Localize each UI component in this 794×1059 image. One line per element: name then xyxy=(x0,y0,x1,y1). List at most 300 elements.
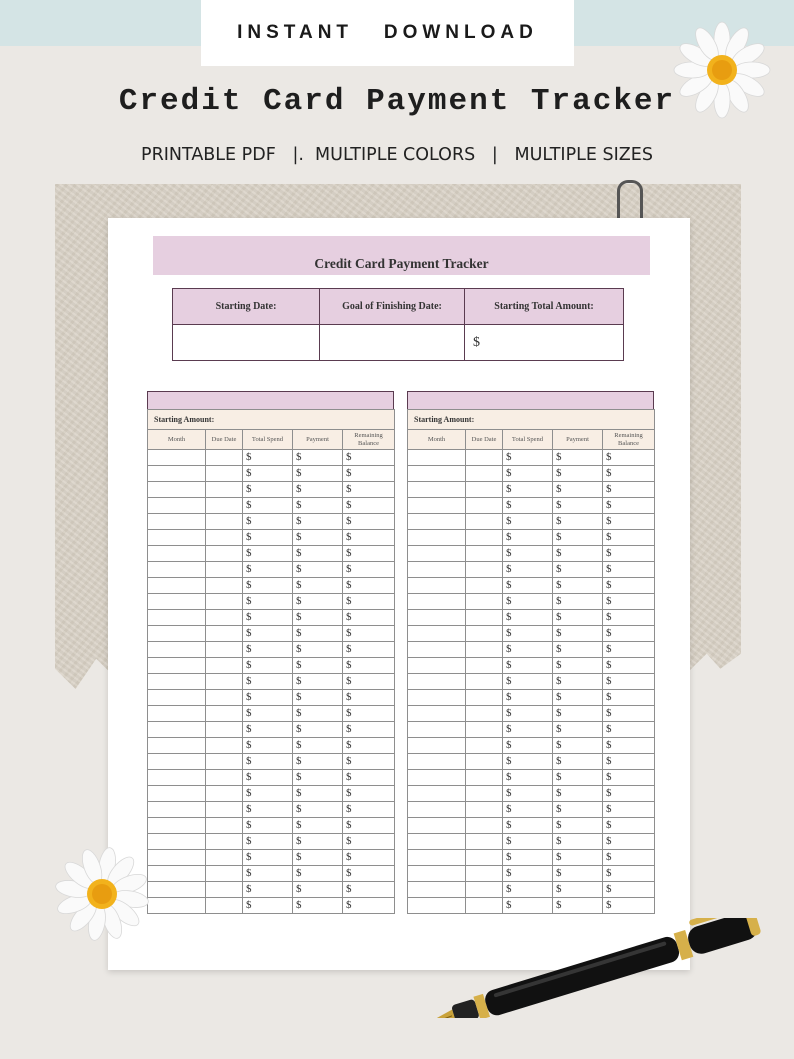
payment-cell[interactable]: $ xyxy=(553,658,603,674)
due-date-cell[interactable] xyxy=(206,514,243,530)
remaining-balance-cell[interactable]: $ xyxy=(343,850,395,866)
total-spend-cell[interactable]: $ xyxy=(503,482,553,498)
due-date-cell[interactable] xyxy=(466,466,503,482)
payment-cell[interactable]: $ xyxy=(293,738,343,754)
due-date-cell[interactable] xyxy=(466,802,503,818)
total-spend-cell[interactable]: $ xyxy=(503,786,553,802)
remaining-balance-cell[interactable]: $ xyxy=(603,498,655,514)
month-cell[interactable] xyxy=(148,722,206,738)
due-date-cell[interactable] xyxy=(206,562,243,578)
total-spend-cell[interactable]: $ xyxy=(243,658,293,674)
due-date-cell[interactable] xyxy=(466,706,503,722)
month-cell[interactable] xyxy=(148,466,206,482)
due-date-cell[interactable] xyxy=(466,546,503,562)
total-spend-cell[interactable]: $ xyxy=(243,834,293,850)
payment-cell[interactable]: $ xyxy=(553,530,603,546)
remaining-balance-cell[interactable]: $ xyxy=(343,594,395,610)
month-cell[interactable] xyxy=(148,482,206,498)
payment-cell[interactable]: $ xyxy=(293,546,343,562)
total-spend-cell[interactable]: $ xyxy=(503,450,553,466)
total-spend-cell[interactable]: $ xyxy=(503,866,553,882)
payment-cell[interactable]: $ xyxy=(553,850,603,866)
total-spend-cell[interactable]: $ xyxy=(243,866,293,882)
month-cell[interactable] xyxy=(148,562,206,578)
remaining-balance-cell[interactable]: $ xyxy=(603,866,655,882)
due-date-cell[interactable] xyxy=(206,754,243,770)
total-spend-cell[interactable]: $ xyxy=(503,658,553,674)
due-date-cell[interactable] xyxy=(206,722,243,738)
due-date-cell[interactable] xyxy=(466,514,503,530)
total-spend-cell[interactable]: $ xyxy=(503,594,553,610)
due-date-cell[interactable] xyxy=(206,818,243,834)
remaining-balance-cell[interactable]: $ xyxy=(343,898,395,914)
total-spend-cell[interactable]: $ xyxy=(243,706,293,722)
due-date-cell[interactable] xyxy=(466,562,503,578)
payment-cell[interactable]: $ xyxy=(293,658,343,674)
due-date-cell[interactable] xyxy=(206,738,243,754)
remaining-balance-cell[interactable]: $ xyxy=(603,674,655,690)
total-spend-cell[interactable]: $ xyxy=(503,514,553,530)
starting-date-field[interactable] xyxy=(173,325,320,361)
payment-cell[interactable]: $ xyxy=(293,722,343,738)
month-cell[interactable] xyxy=(408,850,466,866)
total-spend-cell[interactable]: $ xyxy=(243,514,293,530)
total-spend-cell[interactable]: $ xyxy=(243,450,293,466)
remaining-balance-cell[interactable]: $ xyxy=(603,466,655,482)
payment-cell[interactable]: $ xyxy=(553,466,603,482)
month-cell[interactable] xyxy=(148,498,206,514)
remaining-balance-cell[interactable]: $ xyxy=(343,562,395,578)
payment-cell[interactable]: $ xyxy=(293,690,343,706)
remaining-balance-cell[interactable]: $ xyxy=(603,898,655,914)
remaining-balance-cell[interactable]: $ xyxy=(603,482,655,498)
month-cell[interactable] xyxy=(408,674,466,690)
remaining-balance-cell[interactable]: $ xyxy=(603,786,655,802)
remaining-balance-cell[interactable]: $ xyxy=(603,626,655,642)
due-date-cell[interactable] xyxy=(466,690,503,706)
payment-cell[interactable]: $ xyxy=(293,450,343,466)
remaining-balance-cell[interactable]: $ xyxy=(343,642,395,658)
month-cell[interactable] xyxy=(148,706,206,722)
payment-cell[interactable]: $ xyxy=(553,450,603,466)
due-date-cell[interactable] xyxy=(206,626,243,642)
due-date-cell[interactable] xyxy=(466,786,503,802)
payment-cell[interactable]: $ xyxy=(293,802,343,818)
month-cell[interactable] xyxy=(408,690,466,706)
total-spend-cell[interactable]: $ xyxy=(243,738,293,754)
due-date-cell[interactable] xyxy=(206,578,243,594)
total-spend-cell[interactable]: $ xyxy=(503,850,553,866)
payment-cell[interactable]: $ xyxy=(553,546,603,562)
month-cell[interactable] xyxy=(408,482,466,498)
total-spend-cell[interactable]: $ xyxy=(503,722,553,738)
remaining-balance-cell[interactable]: $ xyxy=(343,786,395,802)
total-spend-cell[interactable]: $ xyxy=(503,802,553,818)
month-cell[interactable] xyxy=(408,450,466,466)
total-spend-cell[interactable]: $ xyxy=(503,706,553,722)
total-spend-cell[interactable]: $ xyxy=(503,642,553,658)
total-spend-cell[interactable]: $ xyxy=(503,626,553,642)
payment-cell[interactable]: $ xyxy=(553,898,603,914)
remaining-balance-cell[interactable]: $ xyxy=(603,770,655,786)
month-cell[interactable] xyxy=(148,450,206,466)
total-spend-cell[interactable]: $ xyxy=(243,642,293,658)
payment-cell[interactable]: $ xyxy=(553,626,603,642)
table-row xyxy=(408,882,655,898)
due-date-cell[interactable] xyxy=(206,898,243,914)
payment-cell[interactable]: $ xyxy=(553,594,603,610)
total-spend-cell[interactable]: $ xyxy=(243,690,293,706)
payment-cell[interactable]: $ xyxy=(553,514,603,530)
table-row xyxy=(408,450,655,466)
total-spend-cell[interactable]: $ xyxy=(503,770,553,786)
due-date-cell[interactable] xyxy=(206,882,243,898)
due-date-cell[interactable] xyxy=(466,882,503,898)
month-cell[interactable] xyxy=(408,610,466,626)
remaining-balance-cell[interactable]: $ xyxy=(343,498,395,514)
remaining-balance-cell[interactable]: $ xyxy=(343,738,395,754)
payment-cell[interactable]: $ xyxy=(553,802,603,818)
remaining-balance-cell[interactable]: $ xyxy=(343,706,395,722)
due-date-cell[interactable] xyxy=(206,594,243,610)
total-spend-cell[interactable]: $ xyxy=(503,882,553,898)
month-cell[interactable] xyxy=(408,754,466,770)
month-cell[interactable] xyxy=(408,498,466,514)
payment-cell[interactable]: $ xyxy=(553,754,603,770)
total-spend-cell[interactable]: $ xyxy=(503,466,553,482)
month-cell[interactable] xyxy=(148,578,206,594)
payment-cell[interactable]: $ xyxy=(293,706,343,722)
remaining-balance-cell[interactable]: $ xyxy=(603,546,655,562)
remaining-balance-cell[interactable]: $ xyxy=(343,866,395,882)
due-date-cell[interactable] xyxy=(206,770,243,786)
due-date-cell[interactable] xyxy=(206,674,243,690)
total-spend-cell[interactable]: $ xyxy=(243,466,293,482)
month-cell[interactable] xyxy=(148,626,206,642)
remaining-balance-cell[interactable]: $ xyxy=(603,802,655,818)
total-spend-cell[interactable]: $ xyxy=(243,482,293,498)
payment-cell[interactable]: $ xyxy=(293,882,343,898)
month-cell[interactable] xyxy=(148,642,206,658)
due-date-cell[interactable] xyxy=(206,658,243,674)
due-date-cell[interactable] xyxy=(206,834,243,850)
remaining-balance-cell[interactable]: $ xyxy=(343,546,395,562)
due-date-cell[interactable] xyxy=(206,466,243,482)
due-date-cell[interactable] xyxy=(206,546,243,562)
payment-cell[interactable]: $ xyxy=(553,690,603,706)
remaining-balance-cell[interactable]: $ xyxy=(603,754,655,770)
payment-cell[interactable]: $ xyxy=(293,530,343,546)
due-date-cell[interactable] xyxy=(466,530,503,546)
starting-total-field[interactable]: $ xyxy=(465,325,624,361)
due-date-cell[interactable] xyxy=(466,610,503,626)
payment-cell[interactable]: $ xyxy=(293,674,343,690)
payment-cell[interactable]: $ xyxy=(553,722,603,738)
remaining-balance-cell[interactable]: $ xyxy=(343,834,395,850)
month-cell[interactable] xyxy=(148,690,206,706)
payment-cell[interactable]: $ xyxy=(293,562,343,578)
month-cell[interactable] xyxy=(408,642,466,658)
remaining-balance-cell[interactable]: $ xyxy=(343,450,395,466)
payment-cell[interactable]: $ xyxy=(293,754,343,770)
month-cell[interactable] xyxy=(148,834,206,850)
month-cell[interactable] xyxy=(408,834,466,850)
due-date-cell[interactable] xyxy=(466,594,503,610)
due-date-cell[interactable] xyxy=(206,706,243,722)
total-spend-cell[interactable]: $ xyxy=(503,898,553,914)
remaining-balance-cell[interactable]: $ xyxy=(343,530,395,546)
payment-cell[interactable]: $ xyxy=(293,482,343,498)
month-cell[interactable] xyxy=(408,706,466,722)
month-cell[interactable] xyxy=(408,594,466,610)
remaining-balance-cell[interactable]: $ xyxy=(603,690,655,706)
due-date-cell[interactable] xyxy=(466,482,503,498)
remaining-balance-cell[interactable]: $ xyxy=(603,562,655,578)
tracker-sheet xyxy=(108,218,690,970)
remaining-balance-cell[interactable]: $ xyxy=(343,658,395,674)
month-cell[interactable] xyxy=(148,530,206,546)
month-cell[interactable] xyxy=(408,530,466,546)
month-cell[interactable] xyxy=(408,562,466,578)
due-date-cell[interactable] xyxy=(206,482,243,498)
total-spend-cell[interactable]: $ xyxy=(503,690,553,706)
remaining-balance-cell[interactable]: $ xyxy=(603,722,655,738)
month-cell[interactable] xyxy=(408,866,466,882)
payment-cell[interactable]: $ xyxy=(553,562,603,578)
total-spend-cell[interactable]: $ xyxy=(503,610,553,626)
remaining-balance-cell[interactable]: $ xyxy=(343,722,395,738)
month-cell[interactable] xyxy=(408,738,466,754)
due-date-cell[interactable] xyxy=(466,658,503,674)
due-date-cell[interactable] xyxy=(466,642,503,658)
total-spend-cell[interactable]: $ xyxy=(243,594,293,610)
remaining-balance-cell[interactable]: $ xyxy=(603,514,655,530)
month-cell[interactable] xyxy=(408,898,466,914)
month-cell[interactable] xyxy=(148,514,206,530)
month-cell[interactable] xyxy=(408,514,466,530)
remaining-balance-cell[interactable]: $ xyxy=(343,514,395,530)
month-cell[interactable] xyxy=(148,674,206,690)
month-cell[interactable] xyxy=(148,898,206,914)
remaining-balance-cell[interactable]: $ xyxy=(343,754,395,770)
month-cell[interactable] xyxy=(408,546,466,562)
due-date-cell[interactable] xyxy=(206,450,243,466)
month-cell[interactable] xyxy=(148,546,206,562)
due-date-cell[interactable] xyxy=(206,786,243,802)
remaining-balance-cell[interactable]: $ xyxy=(343,578,395,594)
month-cell[interactable] xyxy=(408,626,466,642)
total-spend-cell[interactable]: $ xyxy=(503,578,553,594)
total-spend-cell[interactable]: $ xyxy=(243,546,293,562)
due-date-cell[interactable] xyxy=(206,642,243,658)
remaining-balance-cell[interactable]: $ xyxy=(343,674,395,690)
month-cell[interactable] xyxy=(148,594,206,610)
month-cell[interactable] xyxy=(408,770,466,786)
remaining-balance-cell[interactable]: $ xyxy=(343,690,395,706)
table-row xyxy=(148,834,395,850)
total-spend-cell[interactable]: $ xyxy=(503,674,553,690)
month-cell[interactable] xyxy=(408,658,466,674)
remaining-balance-cell[interactable]: $ xyxy=(603,738,655,754)
due-date-cell[interactable] xyxy=(466,738,503,754)
payment-cell[interactable]: $ xyxy=(553,738,603,754)
total-spend-cell[interactable]: $ xyxy=(243,786,293,802)
total-spend-cell[interactable]: $ xyxy=(243,850,293,866)
remaining-balance-cell[interactable]: $ xyxy=(603,610,655,626)
total-spend-cell[interactable]: $ xyxy=(503,546,553,562)
remaining-balance-cell[interactable]: $ xyxy=(603,594,655,610)
total-spend-cell[interactable]: $ xyxy=(243,626,293,642)
due-date-cell[interactable] xyxy=(466,770,503,786)
month-cell[interactable] xyxy=(148,770,206,786)
table-row xyxy=(148,738,395,754)
due-date-cell[interactable] xyxy=(206,498,243,514)
total-spend-cell[interactable]: $ xyxy=(243,674,293,690)
remaining-balance-cell[interactable]: $ xyxy=(603,642,655,658)
due-date-cell[interactable] xyxy=(466,754,503,770)
month-cell[interactable] xyxy=(408,786,466,802)
total-spend-cell[interactable]: $ xyxy=(243,610,293,626)
payment-cell[interactable]: $ xyxy=(553,482,603,498)
payment-cell[interactable]: $ xyxy=(553,642,603,658)
total-spend-cell[interactable]: $ xyxy=(243,498,293,514)
remaining-balance-cell[interactable]: $ xyxy=(603,850,655,866)
total-spend-cell[interactable]: $ xyxy=(243,578,293,594)
total-spend-cell[interactable]: $ xyxy=(243,802,293,818)
total-spend-cell[interactable]: $ xyxy=(243,754,293,770)
due-date-cell[interactable] xyxy=(466,626,503,642)
payment-cell[interactable]: $ xyxy=(293,850,343,866)
total-spend-cell[interactable]: $ xyxy=(503,754,553,770)
remaining-balance-cell[interactable]: $ xyxy=(343,818,395,834)
payment-cell[interactable]: $ xyxy=(293,642,343,658)
payment-cell[interactable]: $ xyxy=(293,834,343,850)
payment-cell[interactable]: $ xyxy=(553,674,603,690)
total-spend-cell[interactable]: $ xyxy=(243,530,293,546)
due-date-cell[interactable] xyxy=(206,802,243,818)
remaining-balance-cell[interactable]: $ xyxy=(603,834,655,850)
due-date-cell[interactable] xyxy=(206,690,243,706)
payment-cell[interactable]: $ xyxy=(293,898,343,914)
remaining-balance-cell[interactable]: $ xyxy=(603,450,655,466)
total-spend-cell[interactable]: $ xyxy=(503,498,553,514)
payment-cell[interactable]: $ xyxy=(293,786,343,802)
goal-date-field[interactable] xyxy=(320,325,465,361)
total-spend-cell[interactable]: $ xyxy=(503,818,553,834)
remaining-balance-cell[interactable]: $ xyxy=(603,530,655,546)
instant-download-banner: INSTANT DOWNLOAD xyxy=(201,0,574,66)
payment-cell[interactable]: $ xyxy=(293,610,343,626)
remaining-balance-cell[interactable]: $ xyxy=(343,802,395,818)
total-spend-cell[interactable]: $ xyxy=(243,898,293,914)
remaining-balance-cell[interactable]: $ xyxy=(603,818,655,834)
remaining-balance-cell[interactable]: $ xyxy=(603,578,655,594)
payment-cell[interactable]: $ xyxy=(553,866,603,882)
remaining-balance-cell[interactable]: $ xyxy=(603,658,655,674)
month-cell[interactable] xyxy=(408,818,466,834)
due-date-cell[interactable] xyxy=(466,722,503,738)
payment-cell[interactable]: $ xyxy=(293,626,343,642)
payment-cell[interactable]: $ xyxy=(293,466,343,482)
payment-cell[interactable]: $ xyxy=(293,866,343,882)
payment-cell[interactable]: $ xyxy=(293,770,343,786)
month-cell[interactable] xyxy=(148,738,206,754)
total-spend-cell[interactable]: $ xyxy=(243,770,293,786)
total-spend-cell[interactable]: $ xyxy=(243,722,293,738)
remaining-balance-cell[interactable]: $ xyxy=(343,482,395,498)
month-cell[interactable] xyxy=(148,866,206,882)
month-cell[interactable] xyxy=(148,882,206,898)
remaining-balance-cell[interactable]: $ xyxy=(603,882,655,898)
payment-cell[interactable]: $ xyxy=(293,818,343,834)
month-cell[interactable] xyxy=(148,754,206,770)
month-cell[interactable] xyxy=(408,882,466,898)
month-cell[interactable] xyxy=(408,722,466,738)
payment-cell[interactable]: $ xyxy=(553,770,603,786)
month-cell[interactable] xyxy=(148,818,206,834)
payment-cell[interactable]: $ xyxy=(553,786,603,802)
payment-cell[interactable]: $ xyxy=(553,834,603,850)
month-cell[interactable] xyxy=(408,466,466,482)
month-cell[interactable] xyxy=(408,802,466,818)
due-date-cell[interactable] xyxy=(466,818,503,834)
remaining-balance-cell[interactable]: $ xyxy=(343,466,395,482)
due-date-cell[interactable] xyxy=(206,530,243,546)
due-date-cell[interactable] xyxy=(466,450,503,466)
remaining-balance-cell[interactable]: $ xyxy=(603,706,655,722)
total-spend-cell[interactable]: $ xyxy=(243,882,293,898)
payment-cell[interactable]: $ xyxy=(553,882,603,898)
total-spend-cell[interactable]: $ xyxy=(503,562,553,578)
due-date-cell[interactable] xyxy=(466,498,503,514)
due-date-cell[interactable] xyxy=(206,610,243,626)
payment-cell[interactable]: $ xyxy=(293,498,343,514)
payment-cell[interactable]: $ xyxy=(293,514,343,530)
total-spend-cell[interactable]: $ xyxy=(503,834,553,850)
due-date-cell[interactable] xyxy=(466,866,503,882)
due-date-cell[interactable] xyxy=(466,850,503,866)
table-row xyxy=(148,642,395,658)
month-cell[interactable] xyxy=(148,802,206,818)
remaining-balance-cell[interactable]: $ xyxy=(343,882,395,898)
due-date-cell[interactable] xyxy=(206,866,243,882)
payment-cell[interactable]: $ xyxy=(553,498,603,514)
remaining-balance-cell[interactable]: $ xyxy=(343,626,395,642)
month-cell[interactable] xyxy=(148,850,206,866)
payment-cell[interactable]: $ xyxy=(553,706,603,722)
payment-cell[interactable]: $ xyxy=(553,578,603,594)
month-cell[interactable] xyxy=(148,658,206,674)
due-date-cell[interactable] xyxy=(206,850,243,866)
payment-cell[interactable]: $ xyxy=(293,578,343,594)
payment-cell[interactable]: $ xyxy=(293,594,343,610)
total-spend-cell[interactable]: $ xyxy=(243,818,293,834)
due-date-cell[interactable] xyxy=(466,898,503,914)
total-spend-cell[interactable]: $ xyxy=(243,562,293,578)
payment-cell[interactable]: $ xyxy=(553,610,603,626)
month-cell[interactable] xyxy=(148,786,206,802)
month-cell[interactable] xyxy=(148,610,206,626)
total-spend-cell[interactable]: $ xyxy=(503,530,553,546)
total-spend-cell[interactable]: $ xyxy=(503,738,553,754)
remaining-balance-cell[interactable]: $ xyxy=(343,770,395,786)
remaining-balance-cell[interactable]: $ xyxy=(343,610,395,626)
due-date-cell[interactable] xyxy=(466,578,503,594)
month-cell[interactable] xyxy=(408,578,466,594)
payment-cell[interactable]: $ xyxy=(553,818,603,834)
due-date-cell[interactable] xyxy=(466,834,503,850)
due-date-cell[interactable] xyxy=(466,674,503,690)
